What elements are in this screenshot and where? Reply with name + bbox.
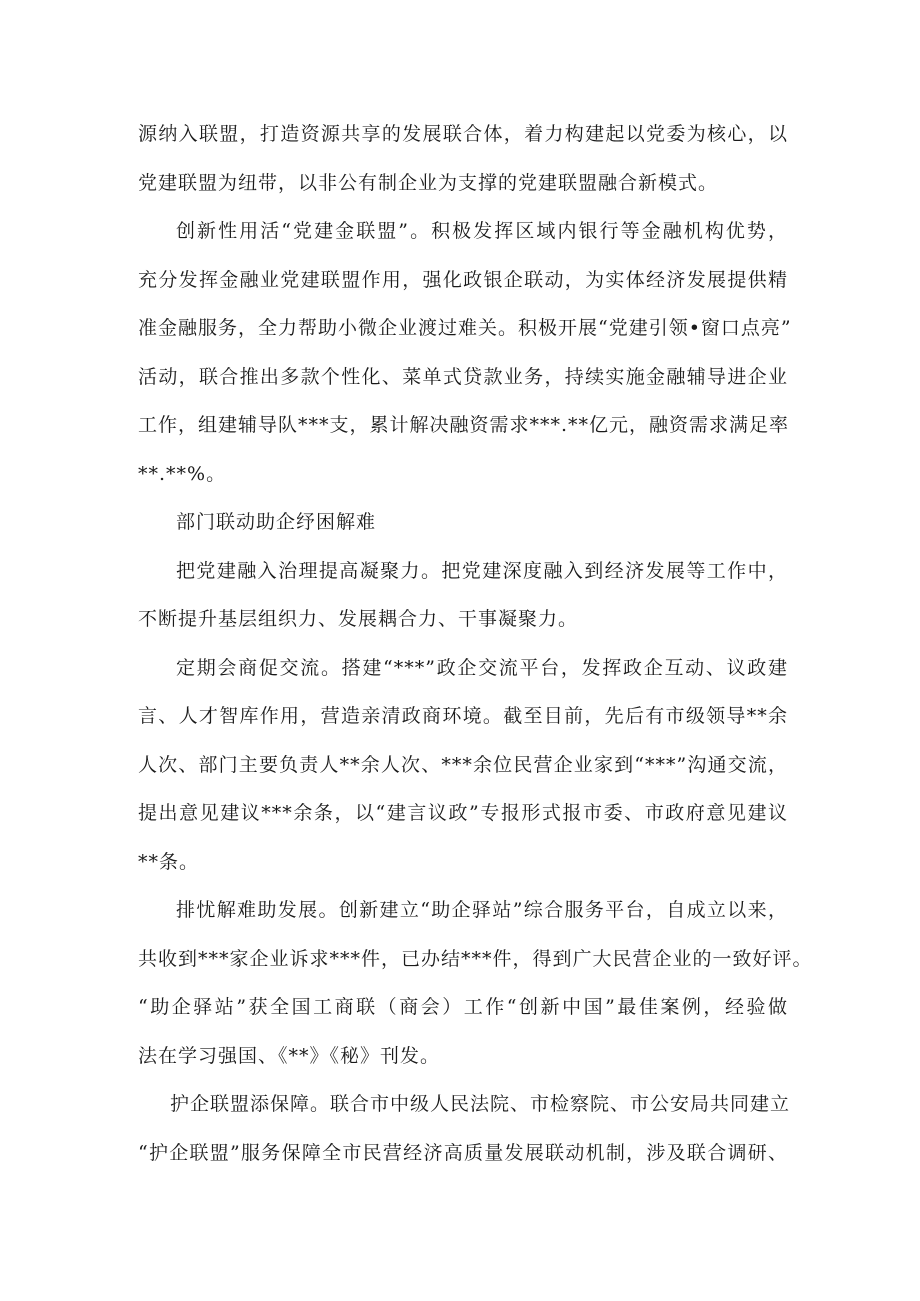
paragraph-line: 工作，组建辅导队***支，累计解决融资需求***.**亿元，融资需求满足率: [138, 414, 790, 436]
paragraph-line: 充分发挥金融业党建联盟作用，强化政银企联动，为实体经济发展提供精: [138, 269, 788, 291]
paragraph-line: 护企联盟添保障。联合市中级人民法院、市检察院、市公安局共同建立: [170, 1093, 791, 1115]
paragraph-line: 法在学习强国、《**》《秘》刊发。: [138, 1045, 441, 1067]
paragraph-line: 把党建融入治理提高凝聚力。把党建深度融入到经济发展等工作中，: [176, 560, 788, 582]
paragraph-line: 定期会商促交流。搭建“***”政企交流平台，发挥政企互动、议政建: [176, 657, 788, 679]
section-heading: 部门联动助企纾困解难: [176, 511, 377, 533]
paragraph-line: 创新性用活“党建金联盟”。积极发挥区域内银行等金融机构优势，: [176, 220, 788, 242]
paragraph-line: 人次、部门主要负责人**余人次、***余位民营企业家到“***”沟通交流，: [138, 754, 788, 776]
paragraph-line: 提出意见建议***余条，以“建言议政”专报形式报市委、市政府意见建议: [138, 802, 788, 824]
paragraph-line: 言、人才智库作用，营造亲清政商环境。截至目前，先后有市级领导**余: [138, 705, 788, 727]
paragraph-line: 活动，联合推出多款个性化、菜单式贷款业务，持续实施金融辅导进企业: [138, 366, 788, 388]
paragraph-line: “护企联盟”服务保障全市民营经济高质量发展联动机制，涉及联合调研、: [138, 1142, 788, 1164]
paragraph-line: 不断提升基层组织力、发展耦合力、干事凝聚力。: [138, 608, 579, 630]
paragraph-line: 源纳入联盟，打造资源共享的发展联合体，着力构建起以党委为核心，以: [138, 123, 788, 145]
paragraph-line: 共收到***家企业诉求***件，已办结***件，得到广大民营企业的一致好评。: [138, 948, 813, 970]
paragraph-line: **条。: [138, 851, 200, 873]
paragraph-line: **.**%。: [138, 463, 227, 485]
paragraph-line: 排忧解难助发展。创新建立“助企驿站”综合服务平台，自成立以来，: [176, 899, 788, 921]
paragraph-line: 党建联盟为纽带，以非公有制企业为支撑的党建联盟融合新模式。: [138, 172, 719, 194]
paragraph-line: “助企驿站”获全国工商联（商会）工作“创新中国”最佳案例，经验做: [138, 996, 788, 1018]
paragraph-line: 准金融服务，全力帮助小微企业渡过难关。积极开展“党建引领•窗口点亮”: [138, 317, 792, 339]
